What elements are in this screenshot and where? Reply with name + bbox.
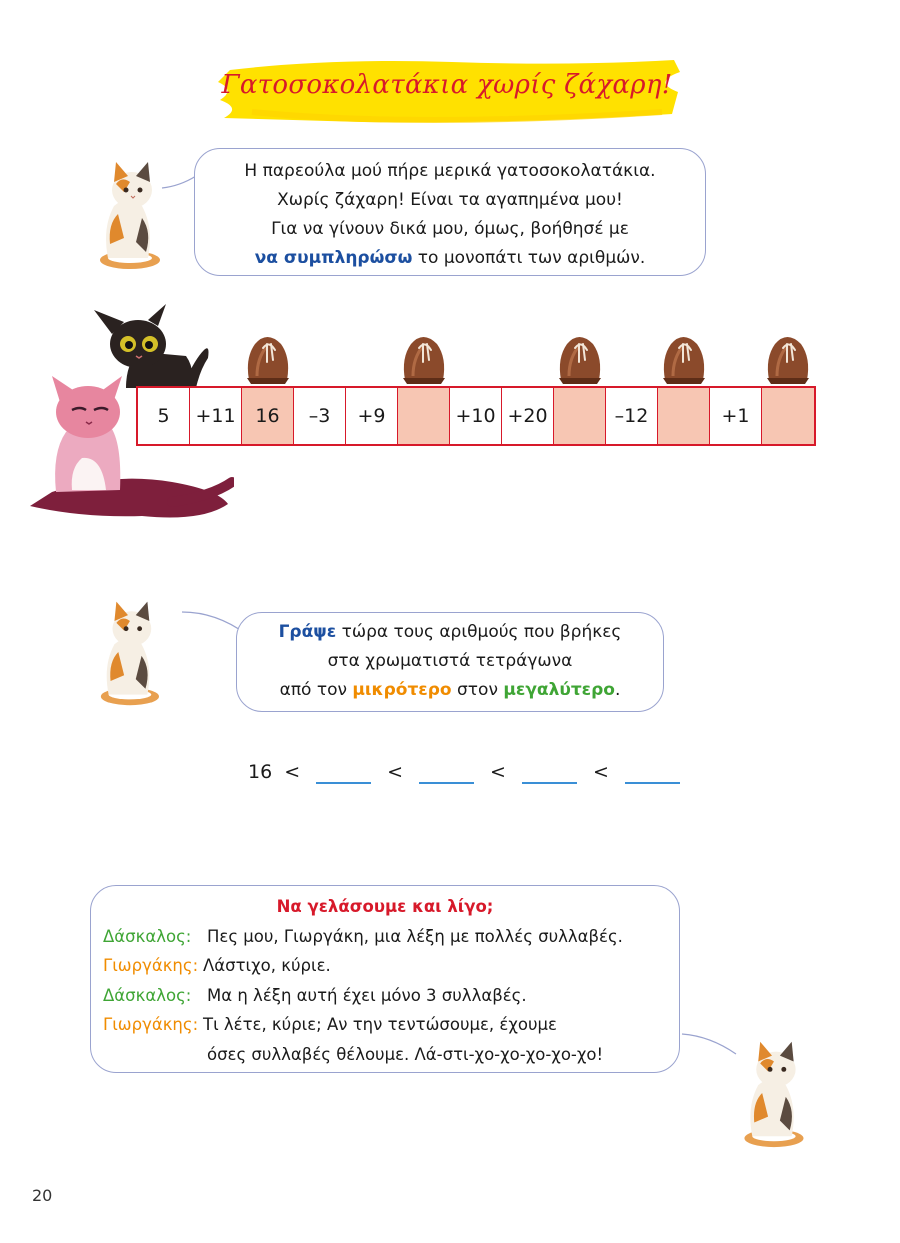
bubble-text: τώρα τους αριθμούς που βρήκες [336,622,622,642]
calico-cat-illustration [730,1028,814,1154]
bubble-text: από τον [279,680,353,700]
student-label: Γιωργάκης: [103,1015,199,1034]
path-cell: 5 [138,388,190,444]
bubble-line: στα χρωματιστά τετράγωνα [327,651,573,671]
answer-blank[interactable] [625,760,680,784]
calico-cat-illustration [88,148,168,276]
answer-blank[interactable] [316,760,371,784]
smaller-text: μικρότερο [352,680,452,700]
answer-cell[interactable] [398,388,450,444]
highlight-text: να συμπληρώσω [254,248,413,268]
joke-line: όσες συλλαβές θέλουμε. Λά-στι-χο-χο-χο-χο-χο! [207,1044,604,1064]
path-cell: –3 [294,388,346,444]
joke-text: Μα η λέξη αυτή έχει μόνο 3 συλλαβές. [207,985,527,1005]
answer-cell[interactable] [554,388,606,444]
path-cell: +20 [502,388,554,444]
joke-bubble [90,885,680,1073]
instruction-bubble [194,148,706,276]
less-than-symbol: < [490,761,506,783]
path-cell: +10 [450,388,502,444]
teacher-label: Δάσκαλος: [103,985,192,1005]
less-than-symbol: < [387,761,404,783]
larger-text: μεγαλύτερο [503,680,615,700]
joke-heading: Να γελάσουμε και λίγο; [276,897,494,916]
answer-blank[interactable] [419,760,474,784]
speech-pointer-line [680,1030,740,1060]
joke-line [103,951,679,981]
ordering-instruction-bubble [236,612,664,712]
ordering-start-number: 16 [248,761,273,783]
bubble-line: Η παρεούλα μού πήρε μερικά γατοσοκολατάκια. [244,161,656,181]
joke-line [103,922,679,952]
path-cell: –12 [606,388,658,444]
path-cell: +11 [190,388,242,444]
answer-cell[interactable] [762,388,814,444]
chocolate-icon [557,328,603,386]
bubble-line [237,676,663,705]
bubble-text: το μονοπάτι των αριθμών. [412,248,646,268]
teacher-label: Δάσκαλος: [103,926,192,946]
less-than-symbol: < [592,761,609,783]
joke-text: Τι λέτε, κύριε; Αν την τεντώσουμε, έχουμε [203,1015,557,1034]
page-number: 20 [32,1186,53,1205]
path-cell: +1 [710,388,762,444]
joke-text: Πες μου, Γιωργάκη, μια λέξη με πολλές συλλαβές. [207,926,623,946]
joke-line [103,981,679,1011]
chocolate-icon [401,328,447,386]
chocolate-icon [245,328,291,386]
answer-cell: 16 [242,388,294,444]
answer-cell[interactable] [658,388,710,444]
bubble-line [237,618,663,647]
less-than-symbol: < [284,761,301,783]
joke-line [103,1010,679,1040]
page-title: Γατοσοκολατάκια χωρίς ζάχαρη! [221,70,673,100]
bubble-line: Για να γίνουν δικά μου, όμως, βοήθησέ με [271,219,629,239]
bubble-text: στον [451,680,504,700]
ordering-answer-row [248,760,694,784]
number-path-strip [136,386,816,446]
chocolate-icon [661,328,707,386]
chocolate-icon [765,328,811,386]
answer-blank[interactable] [522,760,577,784]
path-cell: +9 [346,388,398,444]
calico-cat-illustration [86,588,170,712]
bubble-line [195,244,705,273]
joke-text: Λάστιχο, κύριε. [203,956,331,975]
bubble-text: . [614,680,621,700]
verb-text: Γράψε [278,622,337,642]
bubble-line: Χωρίς ζάχαρη! Είναι τα αγαπημένα μου! [277,190,623,210]
student-label: Γιωργάκης: [103,956,199,975]
